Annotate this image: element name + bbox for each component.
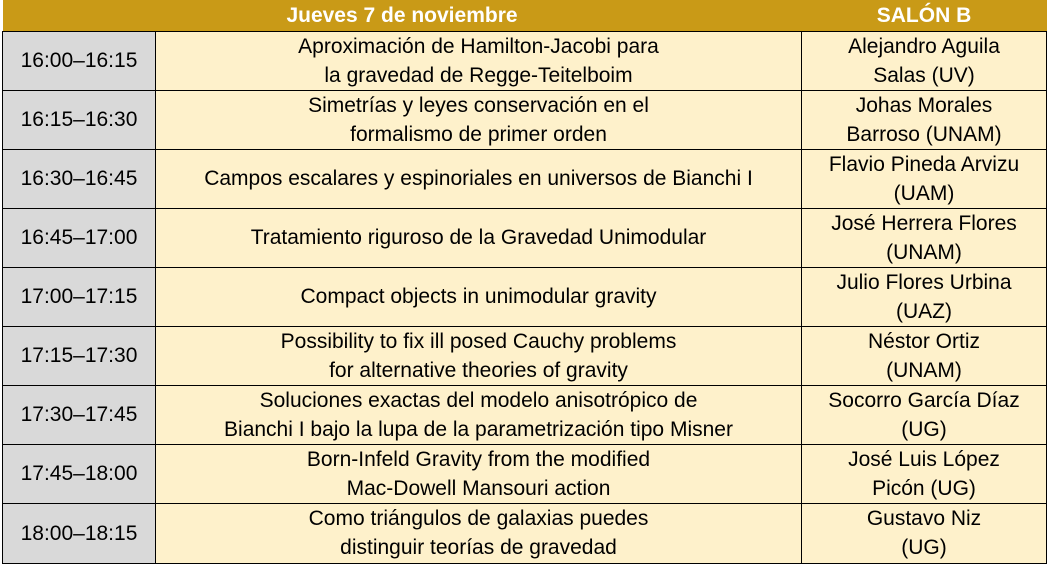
speaker-line: Picón (UG) — [872, 476, 976, 500]
schedule-row — [3, 90, 1047, 149]
talk-title-line: la gravedad de Regge-Teitelboim — [324, 63, 633, 87]
talk-title-line: Bianchi I bajo la lupa de la parametrización tipo Misner — [224, 417, 733, 441]
speaker-line: (UG) — [901, 536, 947, 559]
talk-title-line: Tratamiento riguroso de la Gravedad Unimodular — [250, 226, 707, 249]
speaker-line: Julio Flores Urbina — [836, 270, 1012, 294]
speaker-name — [802, 208, 1047, 267]
speaker-line: (UAZ) — [896, 299, 952, 323]
schedule-row — [3, 503, 1047, 563]
talk-title — [156, 267, 802, 326]
talk-title-line: for alternative theories of gravity — [329, 358, 628, 382]
schedule-row — [3, 208, 1047, 267]
talk-title-line: Compact objects in unimodular gravity — [300, 285, 657, 308]
schedule-row — [3, 326, 1047, 385]
talk-title-line: Possibility to fix ill posed Cauchy problems — [280, 329, 677, 353]
schedule-body — [3, 31, 1047, 563]
talk-title — [156, 503, 802, 563]
time-slot: 17:00–17:15 — [3, 267, 156, 326]
speaker-name — [802, 149, 1047, 208]
schedule-header-row — [3, 0, 1047, 31]
speaker-line: Flavio Pineda Arvizu — [828, 152, 1020, 176]
speaker-line: José Herrera Flores — [831, 211, 1017, 235]
time-slot: 18:00–18:15 — [3, 503, 156, 563]
talk-title-line: Soluciones exactas del modelo anisotrópico de — [259, 388, 698, 412]
speaker-name — [802, 267, 1047, 326]
talk-title — [156, 90, 802, 149]
speaker-line: Socorro García Díaz — [828, 388, 1020, 412]
speaker-line: Alejandro Aguila — [848, 34, 1000, 58]
talk-title — [156, 444, 802, 503]
talk-title-line: Simetrías y leyes conservación en el — [308, 93, 649, 117]
schedule-row — [3, 267, 1047, 326]
speaker-line: Barroso (UNAM) — [846, 122, 1002, 146]
time-slot: 16:00–16:15 — [3, 31, 156, 90]
talk-title-line: Born-Infeld Gravity from the modified — [306, 447, 651, 471]
time-slot: 16:15–16:30 — [3, 90, 156, 149]
schedule-row — [3, 149, 1047, 208]
talk-title-line: Campos escalares y espinoriales en universos de Bianchi I — [204, 167, 753, 190]
speaker-line: Gustavo Niz — [866, 507, 982, 530]
talk-title-line: Mac-Dowell Mansouri action — [346, 476, 611, 500]
speaker-line: (UAM) — [893, 181, 955, 205]
talk-title-line: distinguir teorías de gravedad — [340, 536, 617, 559]
day-heading: Jueves 7 de noviembre — [3, 0, 802, 31]
talk-title-line: Aproximación de Hamilton-Jacobi para — [298, 34, 659, 58]
speaker-name — [802, 385, 1047, 444]
speaker-line: Salas (UV) — [873, 63, 975, 87]
talk-title — [156, 208, 802, 267]
speaker-name — [802, 326, 1047, 385]
speaker-name — [802, 90, 1047, 149]
room-heading: SALÓN B — [802, 0, 1047, 31]
time-slot: 17:30–17:45 — [3, 385, 156, 444]
talk-title — [156, 31, 802, 90]
speaker-line: Néstor Ortiz — [867, 329, 980, 353]
speaker-name — [802, 503, 1047, 563]
schedule-row — [3, 444, 1047, 503]
speaker-name — [802, 444, 1047, 503]
speaker-line: José Luis López — [848, 447, 1000, 471]
time-slot: 16:30–16:45 — [3, 149, 156, 208]
time-slot: 16:45–17:00 — [3, 208, 156, 267]
schedule-table — [2, 0, 1047, 564]
talk-title-line: formalismo de primer orden — [350, 122, 607, 146]
schedule-row — [3, 31, 1047, 90]
speaker-line: (UNAM) — [886, 240, 962, 264]
talk-title — [156, 326, 802, 385]
speaker-line: (UNAM) — [886, 358, 962, 382]
time-slot: 17:15–17:30 — [3, 326, 156, 385]
talk-title — [156, 385, 802, 444]
speaker-line: (UG) — [901, 417, 947, 441]
speaker-line: Johas Morales — [855, 93, 993, 117]
talk-title-line: Como triángulos de galaxias puedes — [308, 507, 649, 530]
talk-title — [156, 149, 802, 208]
speaker-name — [802, 31, 1047, 90]
schedule-row — [3, 385, 1047, 444]
time-slot: 17:45–18:00 — [3, 444, 156, 503]
